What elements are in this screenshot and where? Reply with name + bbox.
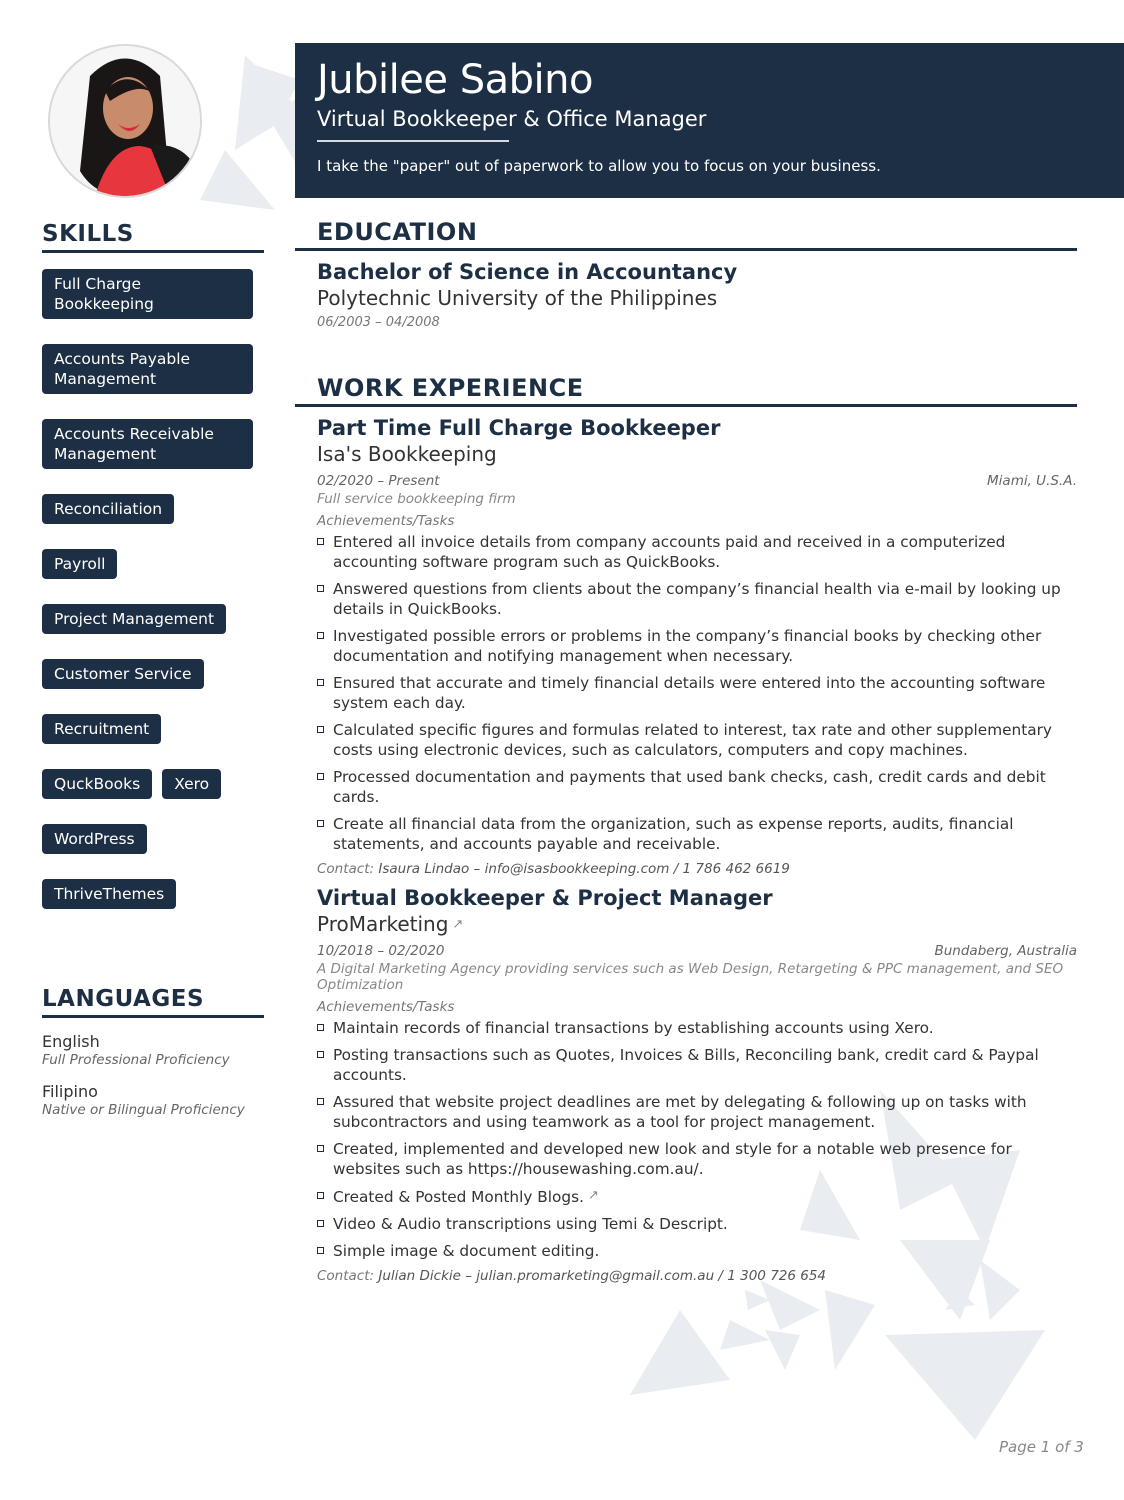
language-item (42, 1082, 264, 1118)
languages-heading: LANGUAGES (42, 983, 264, 1018)
task-item: Entered all invoice details from company accounts paid and received in a computerized accounting software program such as QuickBooks. (317, 532, 1077, 572)
job-contact (317, 861, 1077, 877)
resume-header (295, 43, 1124, 198)
language-level: Native or Bilingual Proficiency (42, 1102, 245, 1118)
task-item: Processed documentation and payments that used bank checks, cash, credit cards and debit cards. (317, 767, 1077, 807)
task-item: Investigated possible errors or problems in the company’s financial books by checking other documentation and notifying management when necessary. (317, 626, 1077, 666)
language-item (42, 1032, 264, 1068)
task-item: Answered questions from clients about the company’s financial health via e-mail by looking up details in QuickBooks. (317, 579, 1077, 619)
task-item: Posting transactions such as Quotes, Invoices & Bills, Reconciling bank, credit card & Paypal accounts. (317, 1045, 1077, 1085)
task-item: Simple image & document editing. (317, 1241, 1077, 1261)
language-name: English (42, 1032, 100, 1051)
square-bullet-icon (317, 632, 324, 639)
external-link-icon[interactable]: ↗︎ (452, 917, 464, 932)
contact-label: Contact: (317, 861, 375, 877)
main-content (295, 216, 1077, 1284)
task-item: Created, implemented and developed new look and style for a notable web presence for websites such as https://housewashing.com.au/. (317, 1139, 1077, 1179)
skill-tag: Accounts Payable Management (42, 344, 253, 394)
task-item: Ensured that accurate and timely financial details were entered into the accounting software system each day. (317, 673, 1077, 713)
square-bullet-icon (317, 1145, 324, 1152)
language-name: Filipino (42, 1082, 98, 1101)
achievements-label: Achievements/Tasks (317, 513, 455, 529)
skill-tag: Customer Service (42, 659, 204, 689)
contact-details: Julian Dickie – julian.promarketing@gmail.com.au / 1 300 726 654 (378, 1268, 827, 1284)
education-entry (295, 260, 1077, 330)
job-company: Isa's Bookkeeping (317, 442, 497, 466)
skill-tag: Full Charge Bookkeeping (42, 269, 253, 319)
job-meta (317, 473, 1077, 489)
square-bullet-icon (317, 820, 324, 827)
education-heading: EDUCATION (295, 216, 1077, 251)
square-bullet-icon (317, 1247, 324, 1254)
skill-tag: ThriveThemes (42, 879, 176, 909)
task-item: Assured that website project deadlines are met by delegating & following up on tasks with subcontractors and using teamwork as a tool for project management. (317, 1092, 1077, 1132)
task-item: Created & Posted Monthly Blogs. ↗︎ (317, 1186, 1077, 1207)
task-list (317, 532, 1077, 854)
contact-details: Isaura Lindao – info@isasbookkeeping.com / 1 786 462 6619 (378, 861, 790, 877)
skill-tag: Reconciliation (42, 494, 174, 524)
job-description: Full service bookkeeping firm (317, 491, 516, 507)
square-bullet-icon (317, 538, 324, 545)
square-bullet-icon (317, 1220, 324, 1227)
square-bullet-icon (317, 1051, 324, 1058)
task-item: Create all financial data from the organization, such as expense reports, audits, financial statements, and accounts payable and receivable. (317, 814, 1077, 854)
job-location: Miami, U.S.A. (987, 473, 1077, 489)
job-role: Part Time Full Charge Bookkeeper (317, 416, 721, 440)
skills-heading: SKILLS (42, 218, 264, 253)
job-meta (317, 943, 1077, 959)
candidate-name: Jubilee Sabino (317, 57, 593, 103)
square-bullet-icon (317, 726, 324, 733)
sidebar (42, 218, 264, 1118)
profile-photo (48, 44, 202, 198)
achievements-label: Achievements/Tasks (317, 999, 455, 1015)
contact-label: Contact: (317, 1268, 375, 1284)
job-contact (317, 1268, 1077, 1284)
job-dates: 10/2018 – 02/2020 (317, 943, 445, 959)
education-dates: 06/2003 – 04/2008 (317, 315, 440, 330)
skill-tag: Project Management (42, 604, 226, 634)
job-location: Bundaberg, Australia (934, 943, 1077, 959)
task-item: Video & Audio transcriptions using Temi & Descript. (317, 1214, 1077, 1234)
task-item: Maintain records of financial transactions by establishing accounts using Xero. (317, 1018, 1077, 1038)
square-bullet-icon (317, 1098, 324, 1105)
job-description: A Digital Marketing Agency providing services such as Web Design, Retargeting & PPC management, and SEO Optimization (317, 961, 1064, 993)
language-level: Full Professional Proficiency (42, 1052, 230, 1068)
school: Polytechnic University of the Philippines (317, 286, 718, 310)
skill-tag: Recruitment (42, 714, 161, 744)
job-entry (295, 416, 1077, 877)
person-portrait-icon (50, 46, 200, 196)
square-bullet-icon (317, 1192, 324, 1199)
page-number: Page 1 of 3 (999, 1438, 1084, 1456)
tagline: I take the "paper" out of paperwork to allow you to focus on your business. (317, 157, 881, 175)
task-item: Calculated specific figures and formulas related to interest, tax rate and other supplementary costs using electronic devices, such as calculators, computers and copy machines. (317, 720, 1077, 760)
skill-tag: WordPress (42, 824, 147, 854)
skill-tag: Xero (162, 769, 221, 799)
task-list (317, 1018, 1077, 1261)
job-company: ProMarketing ↗︎ (317, 912, 464, 936)
job-dates: 02/2020 – Present (317, 473, 440, 489)
square-bullet-icon (317, 1024, 324, 1031)
skills-list (42, 269, 264, 934)
work-experience-heading: WORK EXPERIENCE (295, 372, 1077, 407)
degree: Bachelor of Science in Accountancy (317, 260, 738, 284)
square-bullet-icon (317, 679, 324, 686)
skill-tag: QuckBooks (42, 769, 152, 799)
external-link-icon[interactable]: ↗︎ (587, 1188, 599, 1203)
job-entry (295, 886, 1077, 1284)
candidate-title: Virtual Bookkeeper & Office Manager (317, 107, 707, 131)
square-bullet-icon (317, 585, 324, 592)
skill-tag: Accounts Receivable Management (42, 419, 253, 469)
skill-tag: Payroll (42, 549, 117, 579)
title-divider (317, 140, 509, 142)
square-bullet-icon (317, 773, 324, 780)
job-role: Virtual Bookkeeper & Project Manager (317, 886, 773, 910)
